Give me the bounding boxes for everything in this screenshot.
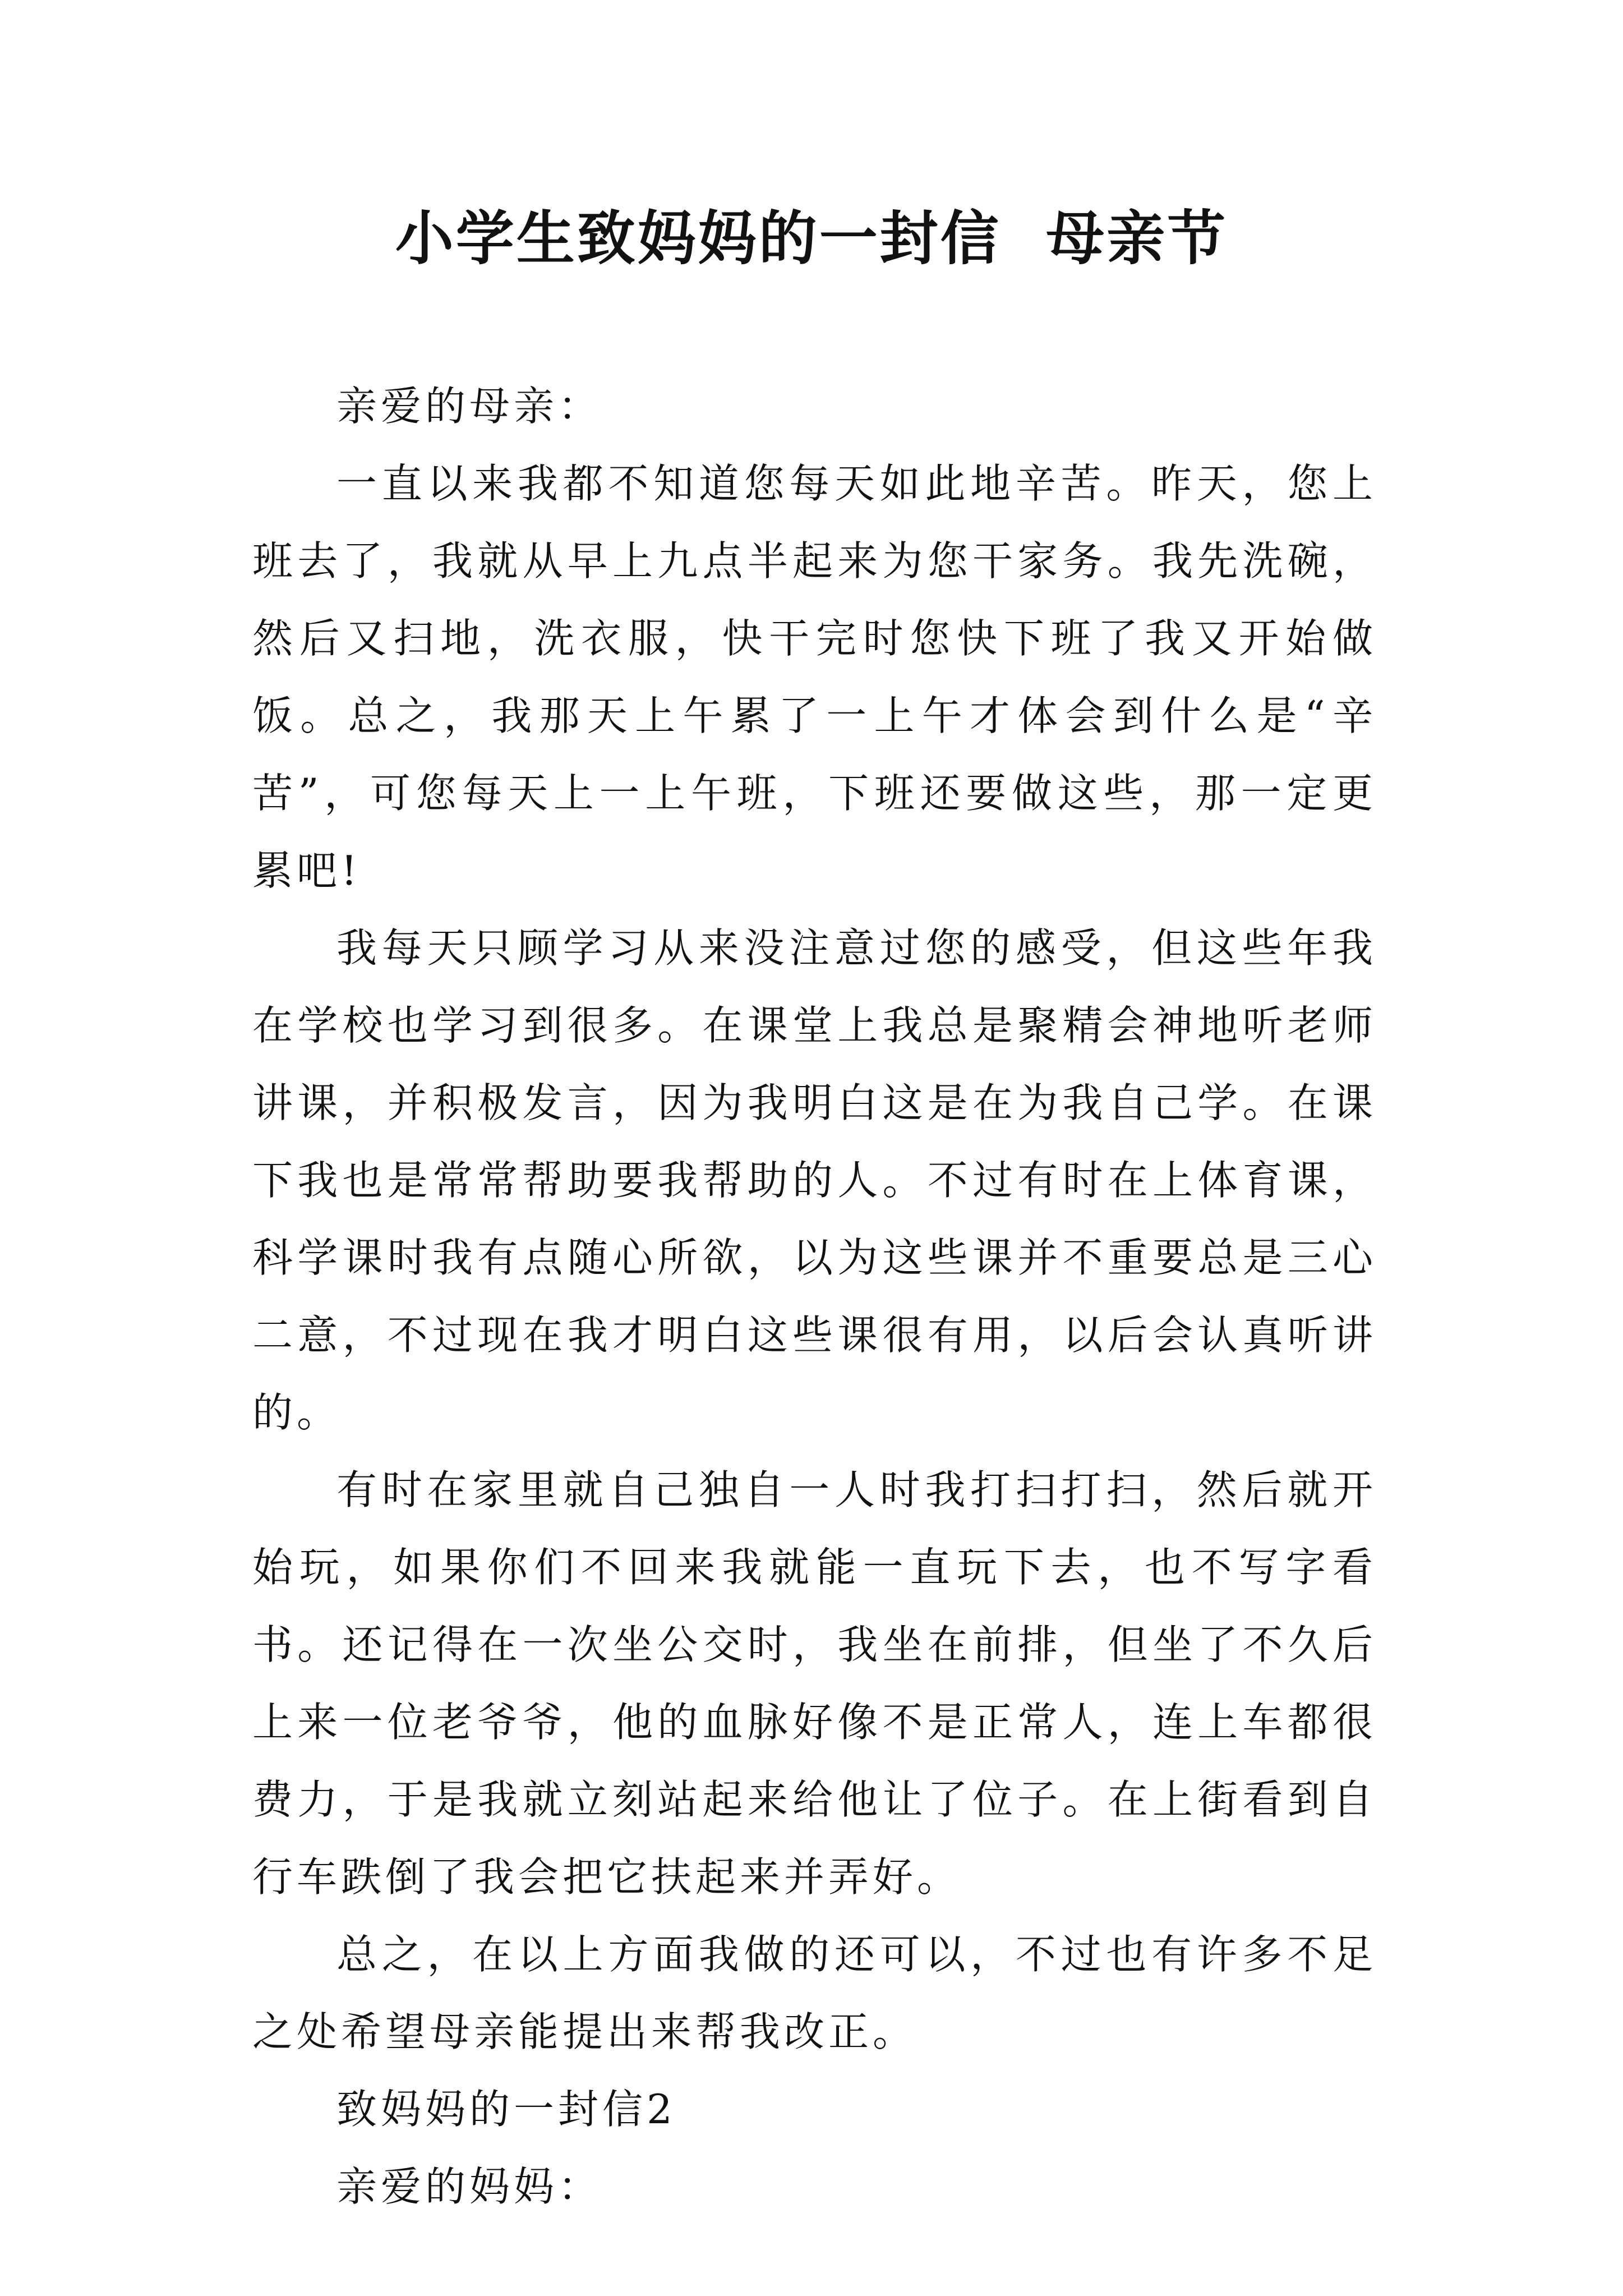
body-paragraph: 总之，在以上方面我做的还可以，不过也有许多不足之处希望母亲能提出来帮我改正。 [252, 1931, 1377, 2055]
body-paragraph: 一直以来我都不知道您每天如此地辛苦。昨天，您上班去了，我就从早上九点半起来为您干家务。我先洗碗，然后又扫地，洗衣服，快干完时您快下班了我又开始做饭。总之，我那天上午累了一上午才体会到什么是“辛苦”，可您每天上一上午班，下班还要做这些，那一定更累吧! [252, 460, 1377, 894]
document-body [252, 367, 1377, 2225]
document-title: 小学生致妈妈的一封信 母亲节 [395, 204, 1228, 273]
salutation: 亲爱的母亲： [336, 383, 603, 430]
body-paragraph: 有时在家里就自己独自一人时我打扫打扫，然后就开始玩，如果你们不回来我就能一直玩下去，也不写字看书。还记得在一次坐公交时，我坐在前排，但坐了不久后上来一位老爷爷，他的血脉好像不是正常人，连上车都很费力，于是我就立刻站起来给他让了位子。在上街看到自行车跌倒了我会把它扶起来并弄好。 [252, 1466, 1377, 1901]
body-paragraph: 我每天只顾学习从来没注意过您的感受，但这些年我在学校也学习到很多。在课堂上我总是聚精会神地听老师讲课，并积极发言，因为我明白这是在为我自己学。在课下我也是常常帮助要我帮助的人。不过有时在上体育课，科学课时我有点随心所欲，以为这些课并不重要总是三心二意，不过现在我才明白这些课很有用，以后会认真听讲的。 [252, 924, 1377, 1436]
section-heading: 致妈妈的一封信2 [336, 2086, 676, 2133]
salutation: 亲爱的妈妈： [336, 2163, 603, 2210]
